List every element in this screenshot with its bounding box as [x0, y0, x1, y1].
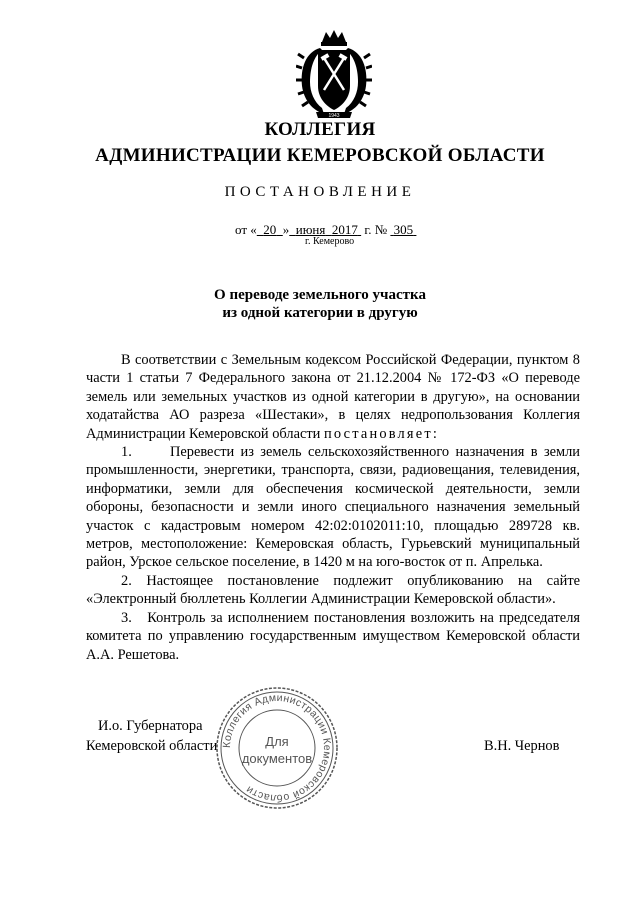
city-label: г. Кемерово [305, 236, 355, 247]
signatory-title-1: И.о. Губернатора [98, 718, 203, 734]
date-month-year: июня 2017 [295, 222, 358, 237]
administration-title: АДМИНИСТРАЦИИ КЕМЕРОВСКОЙ ОБЛАСТИ [95, 145, 545, 166]
stamp-ring-text: Коллегия Администрации Кемеровской области [220, 691, 334, 805]
item-3: 3. Контроль за исполнением постановления возложить на председателя комитета по управлению государственным имуществом Кемеровской области А.А. Решетова. [86, 609, 580, 663]
date-day: 20 [263, 222, 277, 237]
item-2: 2. Настоящее постановление подлежит опубликованию на сайте «Электронный бюллетень Коллегии Администрации Кемеровской области». [86, 572, 580, 608]
stamp-center-line-2: документов [241, 751, 313, 766]
svg-text:1943: 1943 [328, 113, 340, 119]
document-type: ПОСТАНОВЛЕНИЕ [224, 184, 416, 200]
decree-number: 305 [393, 222, 414, 237]
date-prefix: от « [235, 222, 257, 237]
official-stamp [215, 686, 339, 810]
coat-of-arms-emblem [296, 28, 372, 120]
subject-line-1: О переводе земельного участка [214, 287, 426, 303]
collegium-title: КОЛЛЕГИЯ [264, 119, 376, 140]
decree-body [86, 351, 580, 664]
date-year-suffix: г. № [364, 222, 388, 237]
stamp-center-line-1: Для [265, 734, 289, 749]
signatory-title-2: Кемеровской области [86, 738, 218, 754]
subject-line-2: из одной категории в другую [222, 305, 418, 321]
date-mid: » [282, 222, 290, 237]
item-1: 1. Перевести из земель сельскохозяйственного назначения в земли промышленности, энергетики, транспорта, связи, радиовещания, телевидения, информатики, земли для обеспечения космической деятельности, земли обороны, безопасности и земли иного специального назначения земельный участок с кадастровым номером 42:02:0102011:10, площадью 289728 кв. метров, местоположение: Кемеровская область, Гурьевский муниципальный район, Урское сельское поселение, в 1420 м на юго-восток от п. Апрелька. [86, 444, 580, 571]
intro-paragraph: В соответствии с Земельным кодексом Российской Федерации, пунктом 8 части 1 статьи 7 Федерального закона от 21.12.2004 № 172-ФЗ «О переводе земель или земельных участков из одной категории в другую», на основании ходатайства АО разреза «Шестаки», в целях недропользования Коллегия Администрации Кемеровской области постановляет: [86, 352, 580, 442]
signatory-name: В.Н. Чернов [484, 738, 560, 754]
resolves-word: постановляет: [323, 425, 440, 442]
